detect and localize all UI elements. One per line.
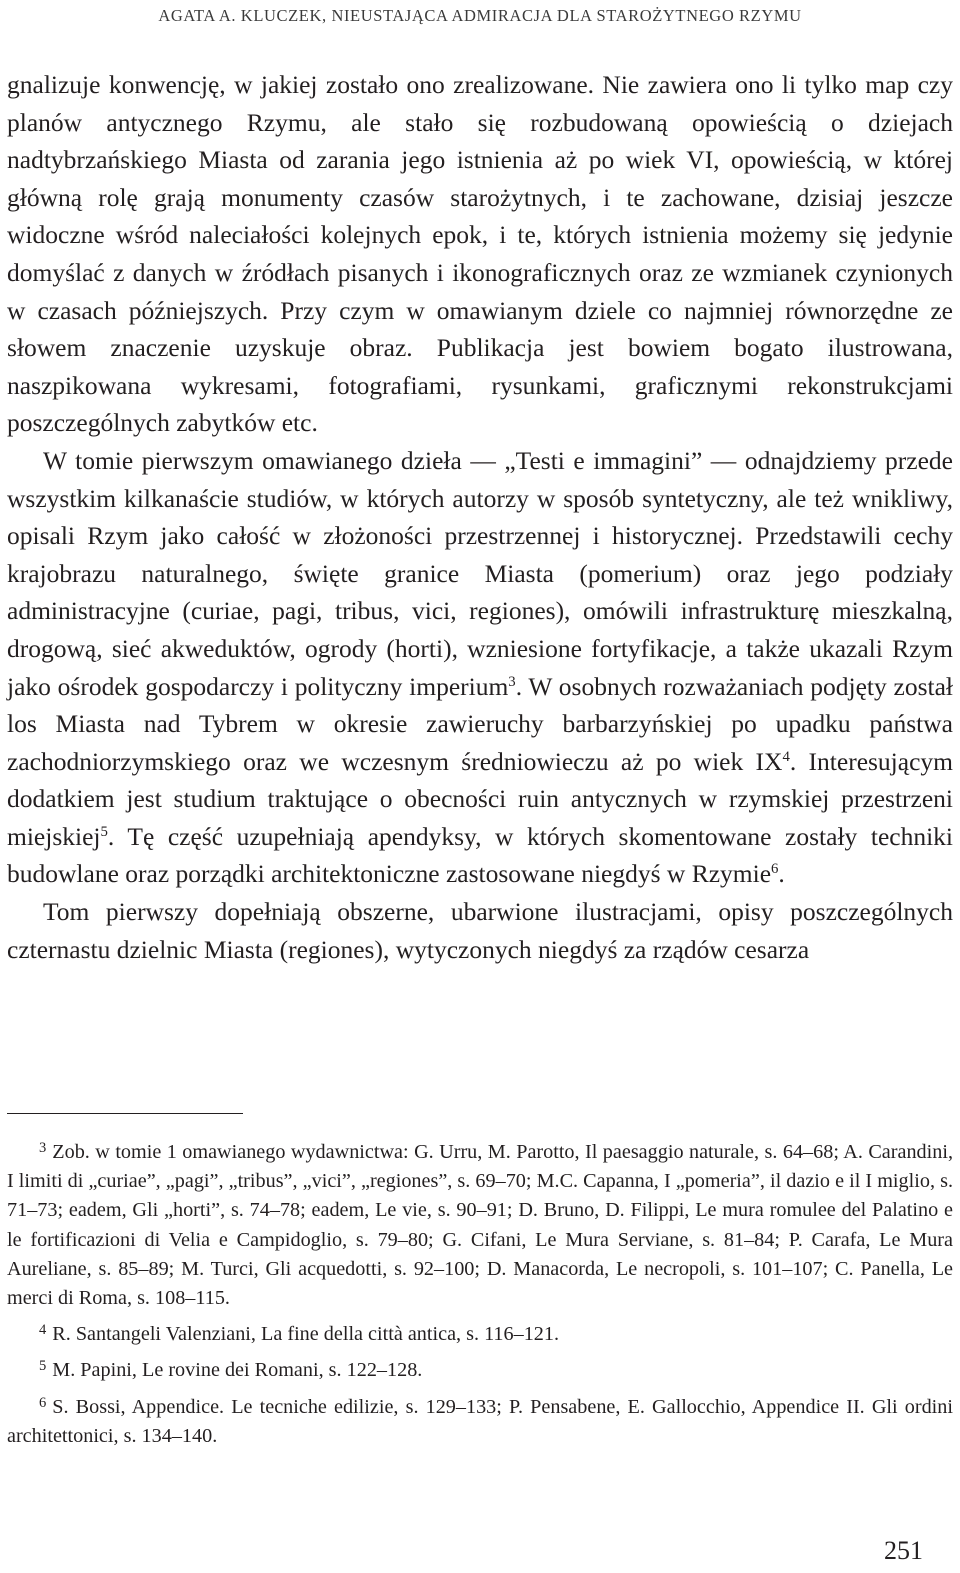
footnote-text: M. Papini, Le rovine dei Romani, s. 122–128. (52, 1359, 423, 1382)
footnote-ref-6[interactable]: 6 (771, 861, 779, 878)
paragraph-2-part-a: W tomie pierwszym omawianego dzieła — „Testi e immagini” — odnajdziemy przede wszystkim kilkanaście studiów, w których autorzy w sposób syntetyczny, ale też wnikliwy, opisali Rzym jako całość w złożoności przestrzennej i historycznej. Przedstawili cechy krajobrazu naturalnego, święte granice Miasta (pomerium) oraz jego podziały administracyjne (curiae, pagi, tribus, vici, regiones), omówili infrastrukturę mieszkalną, drogową, sieć akweduktów, ogrody (horti), wzniesione fortyfikacje, a także ukazali Rzym jako ośrodek gospodarczy i polityczny imperium (7, 445, 953, 701)
paragraph-2 (7, 442, 953, 893)
running-head: AGATA A. KLUCZEK, NIEUSTAJĄCA ADMIRACJA DLA STAROŻYTNEGO RZYMU (158, 6, 802, 25)
page-number: 251 (884, 1536, 923, 1565)
footnote-ref-5[interactable]: 5 (100, 823, 108, 840)
footnote-text: R. Santangeli Valenziani, La fine della città antica, s. 116–121. (52, 1323, 560, 1346)
paragraph-1: gnalizuje konwencję, w jakiej zostało ono zrealizowane. Nie zawiera ono li tylko map czy planów antycznego Rzymu, ale stało się rozbudowaną opowieścią o dziejach nadtybrzańskiego Miasta od zarania jego istnienia aż po wiek VI, opowieścią, w której główną rolę grają monumenty czasów starożytnych, i te zachowane, dzisiaj jeszcze widoczne wśród naleciałości kolejnych epok, i te, których istnienia możemy się jedynie domyślać z danych w źródłach pisanych i ikonograficznych oraz ze wzmianek czynionych w czasach późniejszych. Przy czym w omawianym dziele co najmniej równorzędne ze słowem znaczenie uzyskuje obraz. Publikacja jest bowiem bogato ilustrowana, naszpikowana wykresami, fotografiami, rysunkami, graficznymi rekonstrukcjami poszczególnych zabytków etc. (7, 70, 953, 438)
footnote-3 (7, 1138, 953, 1313)
footnote-ref-4[interactable]: 4 (782, 748, 790, 765)
footnote-4 (7, 1320, 953, 1349)
footnote-number: 6 (39, 1394, 47, 1411)
paragraph-2-part-e: . (778, 859, 785, 889)
paragraph-3: Tom pierwszy dopełniają obszerne, ubarwione ilustracjami, opisy poszczególnych czternastu dzielnic Miasta (regiones), wytyczonych niegdyś za rządów cesarza (7, 897, 953, 964)
paragraph-2-part-c: . Interesującym dodatkiem jest studium traktujące o obecności ruin antycznych w rzymskiej przestrzeni miejskiej (7, 746, 953, 851)
footnote-text: Zob. w tomie 1 omawianego wydawnictwa: G. Urru, M. Parotto, Il paesaggio naturale, s. 64–68; A. Carandini, I limiti di „curiae”, „pagi”, „tribus”, „vici”, „regiones”, s. 69–70; M.C. Capanna, I „pomeria”, il dazio e il I miglio, s. 71–73; eadem, Gli „horti”, s. 74–78; eadem, Le vie, s. 90–91; D. Bruno, D. Filippi, Le mura romulee del Palatino e le fortificazioni di Velia e Campidoglio, s. 79–80; G. Cifani, Le Mura Serviane, s. 81–84; P. Carafa, Le Mura Aureliane, s. 85–89; M. Turci, Gli acquedotti, s. 92–100; D. Manacorda, Le necropoli, s. 101–107; C. Panella, Le merci di Roma, s. 108–115. (7, 1141, 953, 1310)
footnote-number: 4 (39, 1322, 47, 1339)
footnotes (7, 1138, 953, 1458)
footnote-5 (7, 1356, 953, 1385)
footnote-number: 5 (39, 1358, 47, 1375)
footnote-separator (7, 1113, 243, 1114)
footnote-6 (7, 1393, 953, 1451)
main-text (7, 66, 953, 968)
footnote-ref-3[interactable]: 3 (508, 673, 516, 690)
paragraph-2-part-d: . Tę część uzupełniają apendyksy, w których skomentowane zostały techniki budowlane oraz porządki architektoniczne zastosowane niegdyś w Rzymie (7, 821, 953, 889)
paragraph-2-part-b: . W osobnych rozważaniach podjęty został los Miasta nad Tybrem w okresie zawieruchy barbarzyńskiej po upadku państwa zachodniorzymskiego oraz we wczesnym średniowieczu aż po wiek IX (7, 671, 953, 776)
footnote-number: 3 (39, 1139, 47, 1156)
footnote-text: S. Bossi, Appendice. Le tecniche edilizie, s. 129–133; P. Pensabene, E. Gallocchio, Appendice II. Gli ordini architettonici, s. 134–140. (7, 1395, 953, 1447)
